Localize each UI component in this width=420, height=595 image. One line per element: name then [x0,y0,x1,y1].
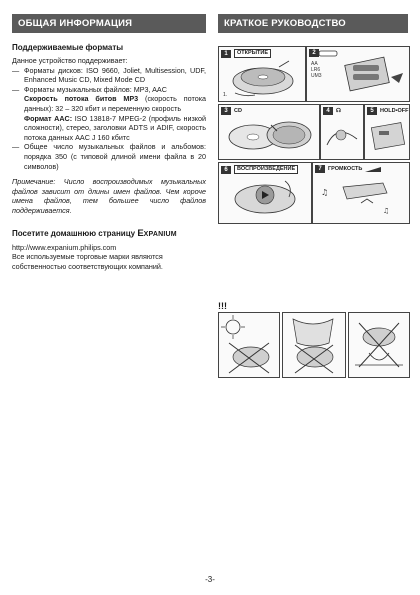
warning-water-panel [282,312,346,378]
note-text: Примечание: Число воспроизводимых музыкальных файлов зависит от длины имен файлов. Чем короче имена файлов, тем большее число файлов поддерживается. [12,177,206,215]
no-heat-illustration [219,313,279,377]
step-7-number: 7 [315,165,325,173]
page-number: -3- [205,575,215,584]
step-2-panel [306,46,410,102]
warning-drop-panel [348,312,410,378]
general-info-title: ОБЩАЯ ИНФОРМАЦИЯ [12,14,206,33]
step-2-number: 2 [309,49,319,57]
bullet-file-count-text: Общее число музыкальных файлов и альбомов: порядка 350 (с типовой длиной имени файла в 20 символов) [24,142,206,171]
bullet-disc-formats: — Форматы дисков: ISO 9660, Joliet, Multisession, UDF, Enhanced Music CD, Mixed Mode CD [12,65,206,85]
step-3-label: CD [234,108,242,114]
right-column [218,14,408,43]
bullet-disc-formats-text: Форматы дисков: ISO 9660, Joliet, Multisession, UDF, Enhanced Music CD, Mixed Mode CD [24,65,206,85]
visit-homepage-heading [12,228,206,239]
step-4-panel [320,104,364,160]
step-6-panel [218,162,312,224]
aac-format-label: Формат AAC: [24,113,73,123]
mp3-bitrate-label: Скорость потока битов MP3 [24,94,139,104]
svg-text:♫: ♫ [383,207,390,215]
warning-heat-panel [218,312,280,378]
step-1-panel [218,46,306,102]
step-6-tag [221,165,298,174]
volume-wedge-icon [365,167,381,172]
svg-text:♫: ♫ [321,188,329,197]
trademarks-text: Все используемые торговые марки являются собственностью соответствующих компаний. [12,252,163,271]
quick-guide-title: КРАТКОЕ РУКОВОДСТВО [218,14,408,33]
step-5-number: 5 [367,107,377,115]
step-4-tag [323,107,341,115]
step-3-panel [218,104,320,160]
formats-heading: Поддерживаемые форматы [12,43,124,52]
step-7-panel [312,162,410,224]
warning-marks: !!! [218,301,227,311]
step-5-label: HOLD•OFF [380,108,409,114]
battery-insert-illustration [307,47,409,101]
step-6-label: ВОСПРОИЗВЕДЕНИЕ [234,165,298,174]
step-1-number: 1 [221,50,231,58]
step-4-number: 4 [323,107,333,115]
mp3-bitrate [12,94,206,113]
no-drop-illustration [349,313,409,377]
step-3-number: 3 [221,107,231,115]
intro-text: Данное устройство поддерживает: [12,56,128,65]
brand-rest: XPANIUM [143,230,177,238]
step-1-label: ОТКРЫТИЕ [234,49,271,58]
step-1-substep: 1. [223,92,228,98]
battery-type-label: AA LR6 UM3 [311,61,322,79]
homepage-url[interactable]: http://www.expanium.philips.com [12,242,117,252]
no-water-illustration [283,313,345,377]
bullet-music-formats: — Форматы музыкальных файлов: MP3, AAC [12,84,167,94]
step-2-tag [309,49,319,57]
step-6-number: 6 [221,166,231,174]
step-7-label: ГРОМКОСТЬ [328,166,363,172]
left-column [12,14,206,271]
mp3-bitrate-text: (скорость потока данных): 32 – 320 кбит и переменную скорость [24,94,206,113]
step-5-tag [367,107,409,115]
bullet-music-formats-text: Форматы музыкальных файлов: MP3, AAC [24,84,167,94]
bullet-file-count: — Общее число музыкальных файлов и альбомов: порядка 350 (с типовой длиной имени файла в 20 символов) [12,142,206,171]
headphones-icon: ☊ [336,108,341,114]
aac-format [12,114,206,143]
aac-format-text: ISO 13818-7 MPEG-2 (профиль низкой сложности), стерео, заголовки ADTS и ADIF, скорость потока данных AAC J 160 кбитс [24,113,206,142]
step-7-tag [315,165,381,173]
step-5-panel [364,104,410,160]
visit-homepage-text: Посетите домашнюю страницу [12,228,138,238]
step-1-tag [221,49,271,58]
step-3-tag [221,107,242,115]
brand-e: E [137,227,144,239]
